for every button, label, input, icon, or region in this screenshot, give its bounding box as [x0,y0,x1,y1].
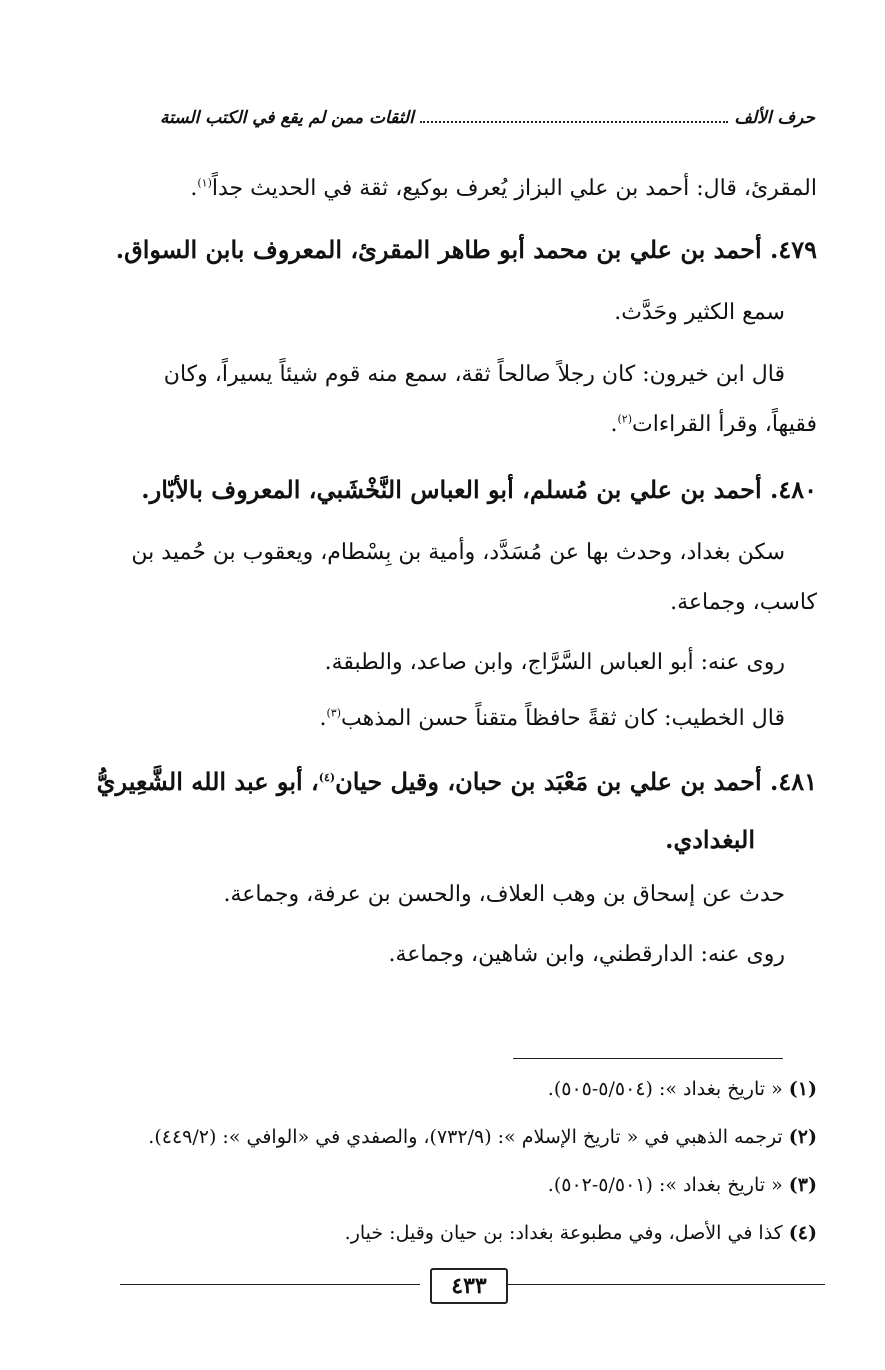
text-line: قال الخطيب: كان ثقةً حافظاً متقناً حسن المذهب$^{(٣)}$. [319,706,785,731]
text-line: حدث عن إسحاق بن وهب العلاف، والحسن بن عرفة، وجماعة. [223,882,785,907]
header-book-title: الثقات ممن لم يقع في الكتب الستة [160,108,414,128]
text-line: روى عنه: أبو العباس السَّرَّاج، وابن صاعد، والطبقة. [324,650,785,675]
footnote-ref[interactable]: (٤) [318,771,336,784]
footnote: (٢) ترجمه الذهبي في « تاريخ الإسلام »: (٧٣٢/٩)، والصفدي في «الوافي »: (٤٤٩/٢). [148,1126,817,1148]
text-line: سمع الكثير وحَدَّث. [614,300,785,325]
footnote-ref[interactable]: (٢) [617,412,633,426]
text-line: قال ابن خيرون: كان رجلاً صالحاً ثقة، سمع منه قوم شيئاً يسيراً، وكان [163,362,785,387]
entry-heading-479: ٤٧٩. أحمد بن علي بن محمد أبو طاهر المقرئ، المعروف بابن السواق. [115,235,817,264]
footnote-separator [513,1058,783,1059]
text-line: روى عنه: الدارقطني، وابن شاهين، وجماعة. [388,942,785,967]
footnote-ref[interactable]: (٣) [326,706,342,720]
page-footer [120,1264,825,1308]
footnote-ref[interactable]: (١) [197,176,212,190]
header-leader-dots [420,109,729,123]
entry-heading-481: ٤٨١. أحمد بن علي بن مَعْبَد بن حبان، وقيل حيان$^{(٤)}$، أبو عبد الله الشَّعِيريُّ [96,767,817,796]
footer-rule-right [485,1284,825,1285]
footnote: (٤) كذا في الأصل، وفي مطبوعة بغداد: بن حيان وقيل: خيار. [344,1222,817,1244]
running-header [160,108,815,128]
text-line: كاسب، وجماعة. [670,590,817,615]
entry-heading-480: ٤٨٠. أحمد بن علي بن مُسلم، أبو العباس النَّخْشَبي، المعروف بالأبّار. [141,475,817,504]
footnote: (٣) « تاريخ بغداد »: (٥/٥٠١-٥٠٢). [547,1174,817,1196]
entry-heading-481-cont: البغدادي. [665,825,755,854]
text-line: فقيهاً، وقرأ القراءات$^{(٢)}$. [610,412,817,437]
footnote: (١) « تاريخ بغداد »: (٥/٥٠٤-٥٠٥). [547,1078,817,1100]
header-chapter: حرف الألف [734,108,815,128]
text-line: سكن بغداد، وحدث بها عن مُسَدَّد، وأمية بن بِسْطام، ويعقوب بن حُميد بن [131,540,785,565]
text-line: المقرئ، قال: أحمد بن علي البزاز يُعرف بوكيع، ثقة في الحديث جداً$^{(١)}$. [190,176,817,201]
page-number: ٤٣٣ [430,1268,508,1304]
footer-rule-left [120,1284,420,1285]
